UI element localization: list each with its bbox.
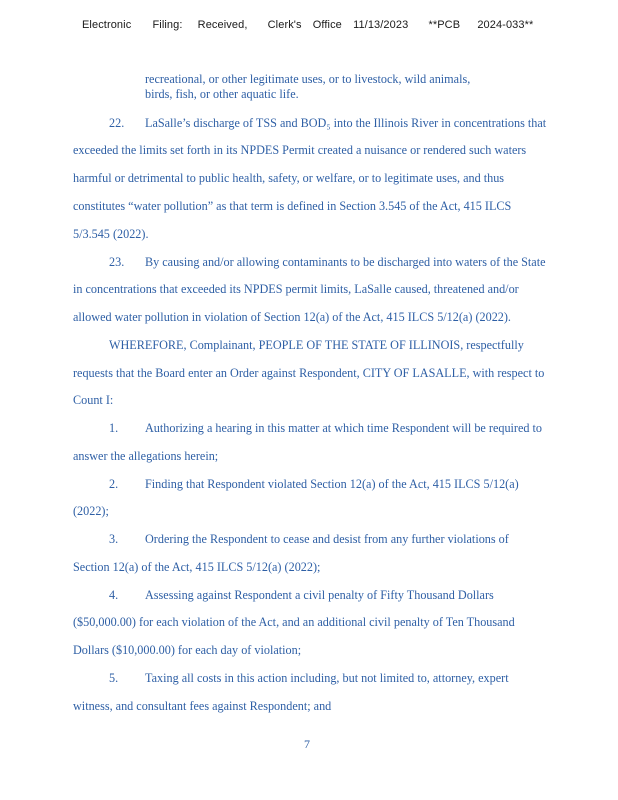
body-line: Count I: xyxy=(73,393,114,407)
body-line: Dollars ($10,000.00) for each day of violation; xyxy=(73,643,302,657)
body-line: requests that the Board enter an Order against Respondent, CITY OF LASALLE, with respect to xyxy=(73,366,545,380)
paragraph-number: 1. xyxy=(109,421,119,435)
header-office: Office xyxy=(312,19,342,31)
paragraph-number: 5. xyxy=(109,671,119,685)
body-line: birds, fish, or other aquatic life. xyxy=(145,87,299,101)
body-line: ($50,000.00) for each violation of the Act, and an additional civil penalty of Ten Thousand xyxy=(73,615,515,629)
body-line: Authorizing a hearing in this matter at which time Respondent will be required to xyxy=(145,421,543,435)
body-line: allowed water pollution in violation of Section 12(a) of the Act, 415 ILCS 5/12(a) (2022). xyxy=(73,310,511,324)
body-line: WHEREFORE, Complainant, PEOPLE OF THE STATE OF ILLINOIS, respectfully xyxy=(109,338,524,352)
paragraph-number: 23. xyxy=(109,255,125,269)
page-number: 7 xyxy=(304,737,310,751)
header-case: **PCB xyxy=(428,19,461,31)
header-electronic: Electronic xyxy=(82,19,132,31)
body-line: LaSalle’s discharge of TSS and BOD₅ into the Illinois River in concentrations that xyxy=(145,116,547,130)
body-line: By causing and/or allowing contaminants to be discharged into waters of the State xyxy=(145,255,546,269)
paragraph-number: 22. xyxy=(109,116,125,130)
paragraph-number: 2. xyxy=(109,477,119,491)
body-line: Taxing all costs in this action including, but not limited to, attorney, expert xyxy=(145,671,509,685)
body-line: (2022); xyxy=(73,504,109,518)
header-case-number: 2024-033** xyxy=(477,19,534,31)
paragraph-number: 4. xyxy=(109,588,119,602)
body-line: in concentrations that exceeded its NPDES permit limits, LaSalle caused, threatened and/or xyxy=(73,282,519,296)
body-line: witness, and consultant fees against Respondent; and xyxy=(73,699,332,713)
header-filing: Filing: xyxy=(152,19,183,31)
body-line: harmful or detrimental to public health, safety, or welfare, or to legitimate uses, and thus xyxy=(73,171,505,185)
header-received: Received, xyxy=(197,19,248,31)
header-clerks: Clerk's xyxy=(267,19,302,31)
body-line: Assessing against Respondent a civil penalty of Fifty Thousand Dollars xyxy=(145,588,494,602)
body-line: recreational, or other legitimate uses, or to livestock, wild animals, xyxy=(145,72,471,86)
body-line: Section 12(a) of the Act, 415 ILCS 5/12(a) (2022); xyxy=(73,560,321,574)
body-line: exceeded the limits set forth in its NPDES Permit created a nuisance or rendered such waters xyxy=(73,143,527,157)
paragraph-number: 3. xyxy=(109,532,119,546)
body-line: Ordering the Respondent to cease and desist from any further violations of xyxy=(145,532,509,546)
body-line: Finding that Respondent violated Section 12(a) of the Act, 415 ILCS 5/12(a) xyxy=(145,477,519,491)
body-line: answer the allegations herein; xyxy=(73,449,219,463)
body-line: 5/3.545 (2022). xyxy=(73,227,149,241)
header-date: 11/13/2023 xyxy=(353,19,409,31)
body-line: constitutes “water pollution” as that term is defined in Section 3.545 of the Act, 415 ILCS xyxy=(73,199,512,213)
